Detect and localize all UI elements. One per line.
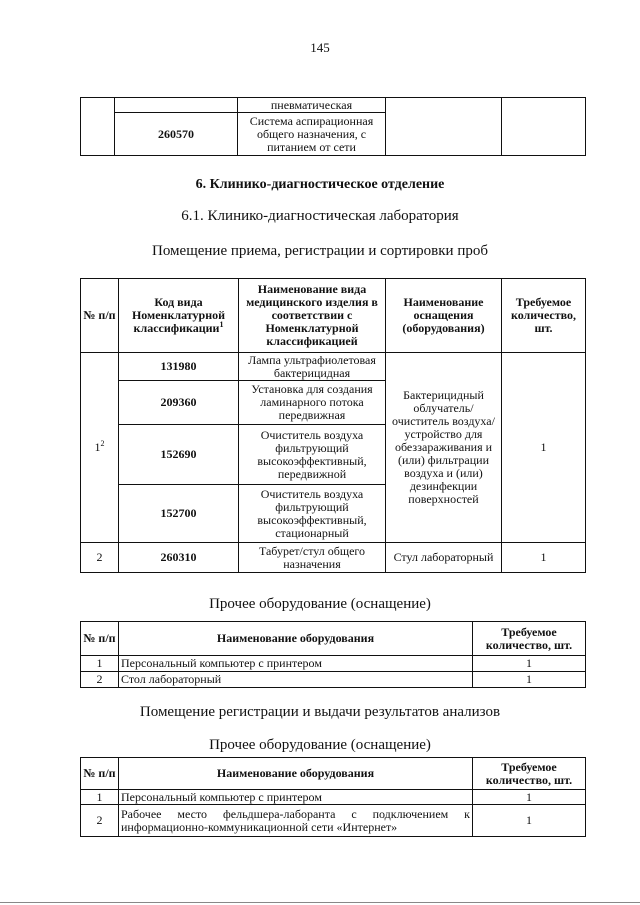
code-cell: 131980	[119, 353, 239, 381]
other-equipment-table	[80, 757, 586, 837]
code-cell: 209360	[119, 381, 239, 425]
qty-cell: 1	[473, 805, 586, 837]
num-cell: 1	[81, 790, 119, 805]
table-header-row	[81, 279, 586, 353]
name-cell: Табурет/стул общего назначения	[239, 543, 386, 573]
name-cell: Персональный компьютер с принтером	[119, 790, 473, 805]
header-name: Наименование оборудования	[119, 758, 473, 790]
num-cell: 2	[81, 672, 119, 688]
section-title: 6. Клинико-диагностическое отделение	[195, 177, 445, 192]
table-header-row	[81, 622, 586, 656]
footnote-marker: 1	[219, 320, 224, 329]
name-cell: Очиститель воздуха фильтрующий высокоэффективный, передвижной	[239, 425, 386, 485]
table-header-row	[81, 758, 586, 790]
table-row	[81, 805, 586, 837]
table-row	[81, 656, 586, 672]
table-row	[81, 98, 586, 113]
code-cell: 152700	[119, 485, 239, 543]
qty-cell: 1	[473, 790, 586, 805]
header-num: № п/п	[81, 279, 119, 353]
page-number: 145	[310, 40, 330, 55]
header-num: № п/п	[81, 758, 119, 790]
code-cell	[115, 98, 238, 113]
name-cell: Установка для создания ламинарного потока передвижная	[239, 381, 386, 425]
table-row	[81, 353, 586, 381]
table-row	[81, 672, 586, 688]
header-num: № п/п	[81, 622, 119, 656]
name-cell: пневматическая	[238, 98, 386, 113]
header-name: Наименование вида медицинского изделия в соответствии с Номенклатурной классификацией	[239, 279, 386, 353]
page-bottom-edge	[0, 902, 640, 903]
qty-cell: 1	[473, 672, 586, 688]
header-qty: Требуемое количество, шт.	[473, 622, 586, 656]
other-equipment-title: Прочее оборудование (оснащение)	[209, 737, 431, 753]
header-equip: Наименование оснащения (оборудования)	[386, 279, 502, 353]
table-row	[81, 790, 586, 805]
other-equipment-table	[80, 621, 586, 688]
num-cell: 2	[81, 805, 119, 837]
equip-cell: Бактерицидный облучатель/ очиститель воздуха/ устройство для обеззараживания и (или) фильтрации воздуха и (или) дезинфекции поверхностей	[386, 353, 502, 543]
num-cell: $1^2$	[81, 353, 119, 543]
qty-cell: 1	[502, 353, 586, 543]
table-row	[81, 543, 586, 573]
name-cell: Персональный компьютер с принтером	[119, 656, 473, 672]
code-cell: 260570	[115, 113, 238, 156]
name-cell: Стол лабораторный	[119, 672, 473, 688]
header-qty: Требуемое количество, шт.	[473, 758, 586, 790]
name-cell: Рабочее место фельдшера-лаборанта с подключением к информационно-коммуникационной сети «Интернет»	[119, 805, 473, 837]
code-cell: 152690	[119, 425, 239, 485]
equip-cell: Стул лабораторный	[386, 543, 502, 573]
header-qty: Требуемое количество, шт.	[502, 279, 586, 353]
name-cell: Очиститель воздуха фильтрующий высокоэффективный, стационарный	[239, 485, 386, 543]
num-cell: 1	[81, 656, 119, 672]
top-continuation-table	[80, 97, 586, 156]
equipment-table	[80, 278, 586, 573]
other-equipment-title: Прочее оборудование (оснащение)	[209, 596, 431, 612]
name-cell: Лампа ультрафиолетовая бактерицидная	[239, 353, 386, 381]
room-title: Помещение приема, регистрации и сортировки проб	[152, 243, 488, 259]
code-cell: 260310	[119, 543, 239, 573]
qty-cell: 1	[502, 543, 586, 573]
room-title: Помещение регистрации и выдачи результатов анализов	[139, 704, 501, 720]
subsection-title: 6.1. Клинико-диагностическая лаборатория	[181, 208, 459, 224]
name-cell: Система аспирационная общего назначения, с питанием от сети	[238, 113, 386, 156]
header-name: Наименование оборудования	[119, 622, 473, 656]
qty-cell: 1	[473, 656, 586, 672]
footnote-marker: 2	[100, 439, 105, 448]
num-cell: 2	[81, 543, 119, 573]
header-code: Код вида Номенклатурной классификации$^1$	[119, 279, 239, 353]
